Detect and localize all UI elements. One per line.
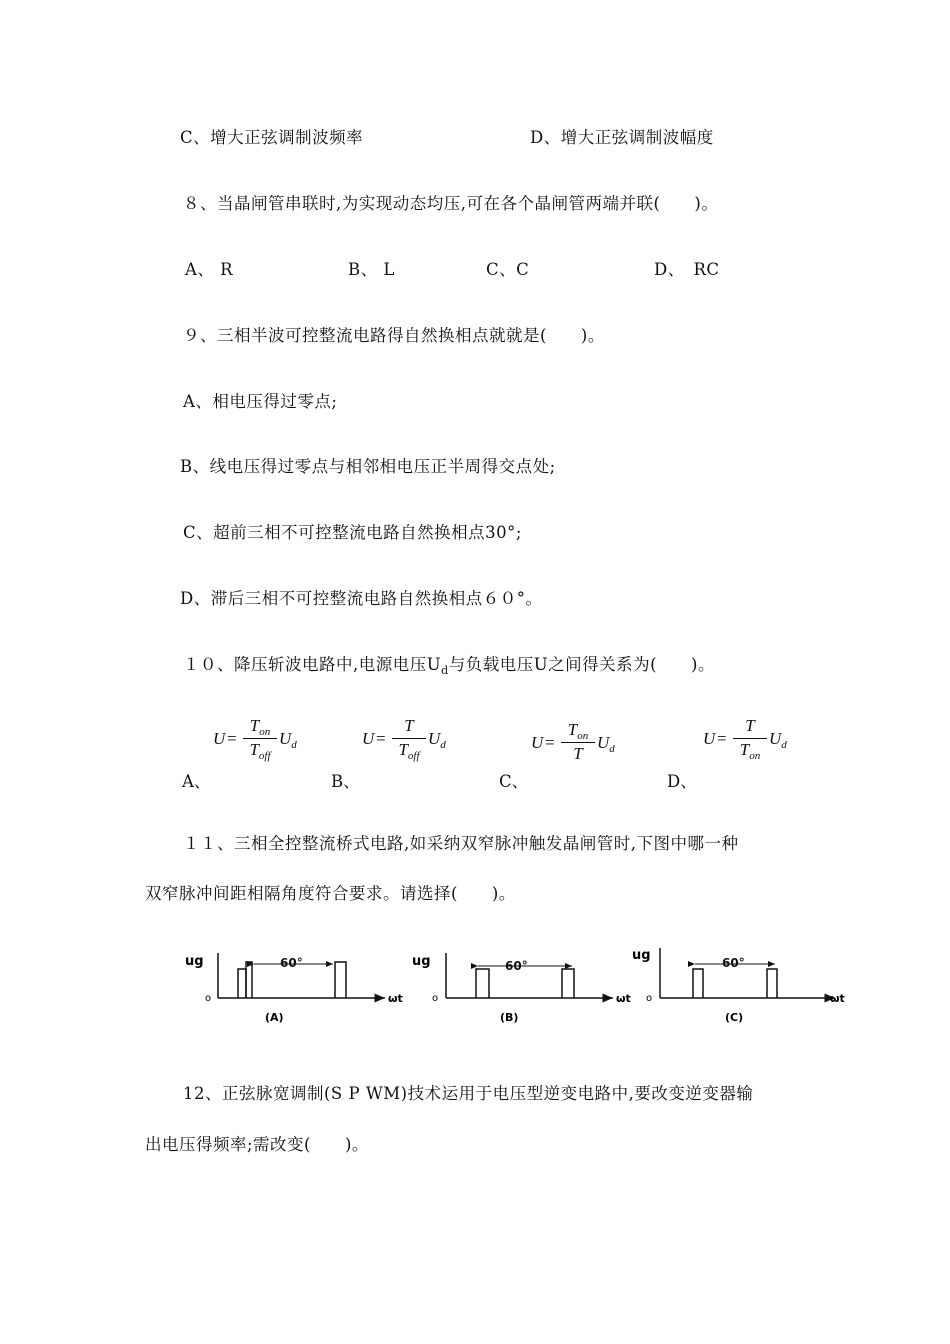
diagram-c [632, 948, 845, 1024]
diagram-a-caption: (A) [265, 1011, 284, 1024]
diagram-b-ylabel: ug [412, 954, 431, 969]
q10-label-b: B、 [331, 772, 360, 791]
diagram-c-ylabel: ug [632, 948, 651, 963]
q12-line2: 出电压得频率;需改变( )。 [145, 1135, 369, 1154]
q9-option-b: B、线电压得过零点与相邻相电压正半周得交点处; [180, 457, 556, 476]
diagram-a-xlabel: ωt [388, 992, 403, 1005]
q8-option-b: B、 L [348, 260, 395, 279]
q8-option-a: A、 R [185, 260, 234, 279]
q7-option-d: D、增大正弦调制波幅度 [530, 128, 714, 147]
q9-question: ９、三相半波可控整流电路得自然换相点就就是( )。 [183, 326, 605, 345]
q12-line1: 12、正弦脉宽调制(S P WM)技术运用于电压型逆变电路中,要改变逆变器输 [183, 1084, 754, 1103]
diagram-c-angle: 60° [722, 956, 745, 970]
q10-label-d: D、 [667, 772, 697, 791]
q11-line1: １１、三相全控整流桥式电路,如采纳双窄脉冲触发晶闸管时,下图中哪一种 [183, 834, 739, 853]
diagram-b-xlabel: ωt [616, 992, 631, 1005]
diagram-b-angle: 60° [505, 959, 528, 973]
q8-question: ８、当晶闸管串联时,为实现动态均压,可在各个晶闸管两端并联( )。 [183, 194, 719, 213]
diagram-c-caption: (C) [725, 1011, 744, 1024]
q8-option-d: D、 RC [654, 260, 720, 279]
diagram-c-xlabel: ωt [830, 992, 845, 1005]
diagram-b-origin: o [432, 993, 439, 1004]
q10-label-c: C、 [499, 772, 529, 791]
diagram-a-angle: 60° [280, 956, 303, 970]
q10-label-a: A、 [182, 772, 211, 791]
q9-option-d: D、滞后三相不可控整流电路自然换相点６０°。 [180, 589, 543, 608]
q7-option-c: C、增大正弦调制波频率 [180, 128, 364, 147]
q11-pulse-diagrams [180, 945, 860, 1025]
q9-option-c: C、超前三相不可控整流电路自然换相点30°; [183, 523, 522, 542]
diagram-c-origin: o [646, 993, 653, 1004]
q9-option-a: A、相电压得过零点; [183, 392, 338, 411]
diagram-a-origin: o [205, 993, 212, 1004]
diagram-b-caption: (B) [500, 1011, 519, 1024]
q8-option-c: C、C [486, 260, 530, 279]
diagram-a [185, 953, 403, 1024]
q10-question: １０、降压斩波电路中,电源电压$U_d$与负载电压U之间得关系为( )。 [183, 655, 715, 677]
diagram-b [412, 953, 631, 1024]
diagram-a-ylabel: ug [185, 954, 204, 969]
q11-line2: 双窄脉冲间距相隔角度符合要求。请选择( )。 [145, 884, 516, 903]
